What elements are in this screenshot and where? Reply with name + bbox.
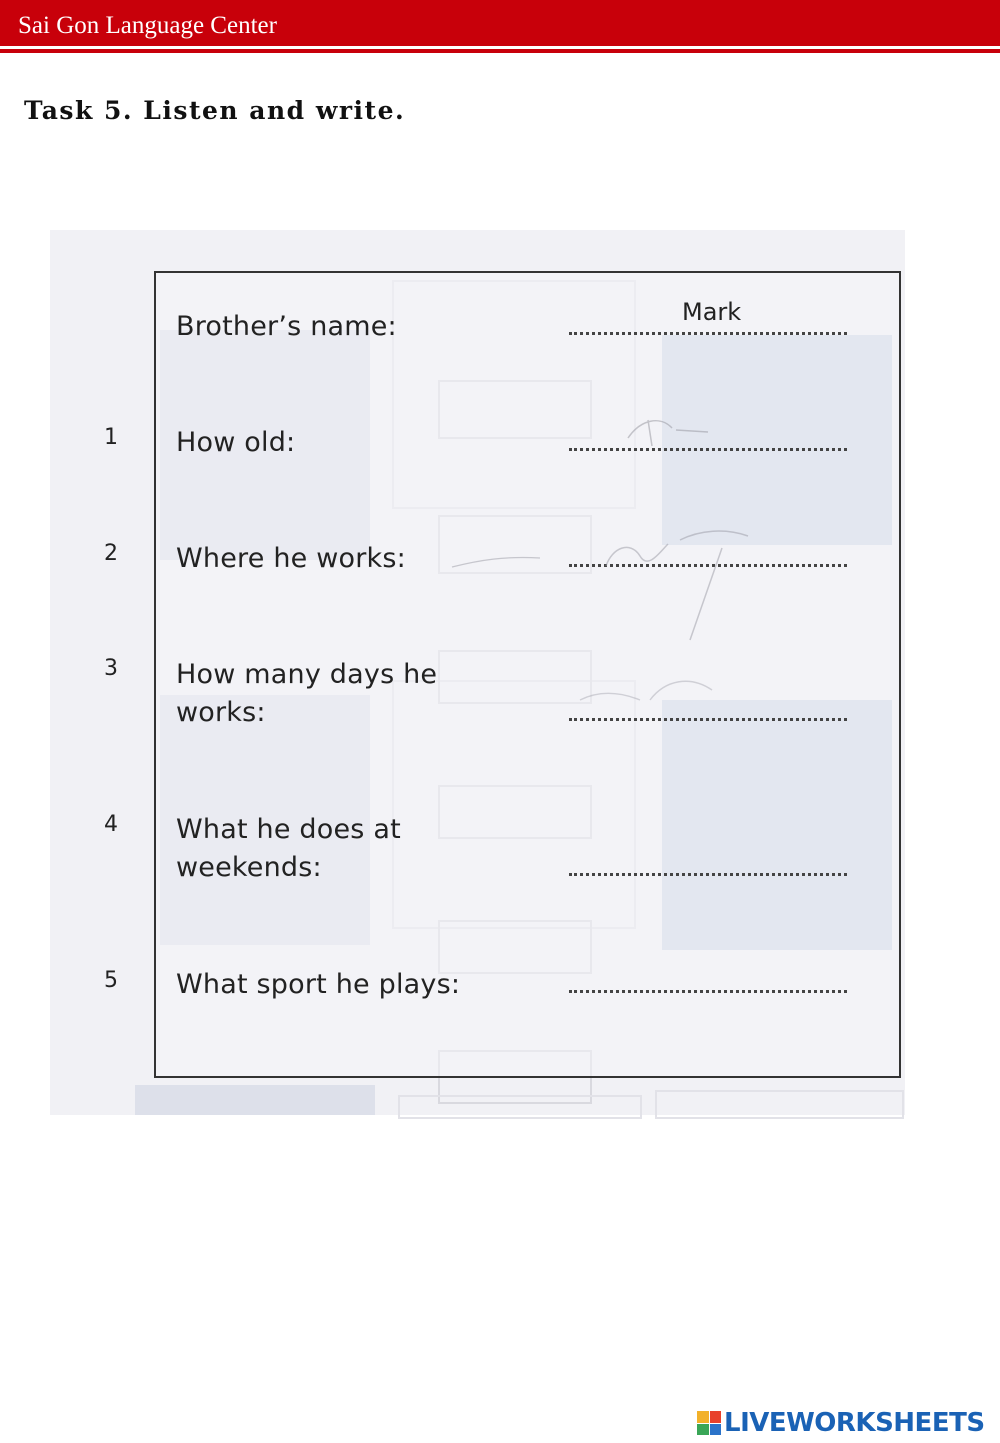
form-label-weekends: What he does at weekends:	[176, 814, 401, 883]
liveworksheets-logo-text: LIVEWORKSHEETS	[724, 1408, 985, 1438]
form-label-brothers-name: Brother’s name:	[176, 311, 397, 342]
answer-line-brothers-name[interactable]	[569, 332, 847, 335]
question-number: 5	[104, 968, 118, 993]
faded-panel	[655, 1090, 904, 1119]
form-label-how-old: How old:	[176, 427, 296, 458]
answer-line-weekends[interactable]	[569, 873, 847, 876]
header-divider	[0, 49, 1000, 53]
answer-line-where-he-works[interactable]	[569, 564, 847, 567]
header-bar	[0, 0, 1000, 46]
answer-line-how-many-days[interactable]	[569, 718, 847, 721]
answer-line-sport[interactable]	[569, 990, 847, 993]
faded-panel	[398, 1095, 642, 1119]
header-title: Sai Gon Language Center	[18, 12, 277, 39]
form-label-sport: What sport he plays:	[176, 969, 461, 1000]
form-label-where-he-works: Where he works:	[176, 543, 406, 574]
form-label-how-many-days: How many days he works:	[176, 659, 438, 728]
question-number: 3	[104, 656, 118, 681]
task-title: Task 5. Listen and write.	[24, 96, 406, 125]
question-number: 4	[104, 812, 118, 837]
question-number: 1	[104, 425, 118, 450]
faded-photo	[135, 1085, 375, 1115]
example-answer: Mark	[682, 298, 742, 326]
answer-line-how-old[interactable]	[569, 448, 847, 451]
question-number: 2	[104, 541, 118, 566]
liveworksheets-logo-icon	[697, 1411, 721, 1435]
liveworksheets-logo	[697, 1406, 985, 1440]
